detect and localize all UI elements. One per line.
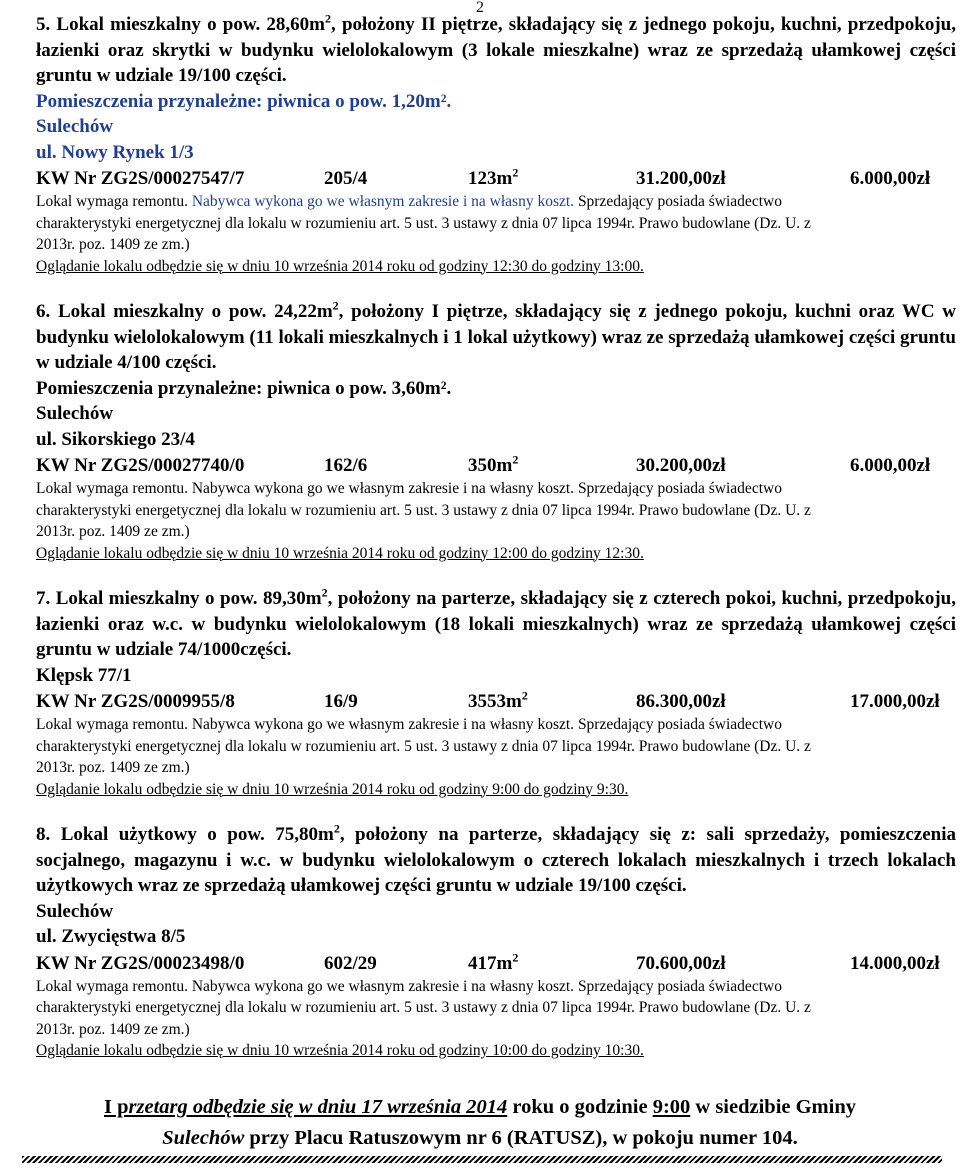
parcel-number: 16/9 <box>324 691 358 712</box>
registry-row <box>36 951 956 976</box>
land-registry-number: KW Nr ZG2S/0009955/8 <box>36 691 235 712</box>
price: 86.300,00zł <box>636 691 726 712</box>
parcel-area: $417m^2$ <box>468 950 519 974</box>
deposit: 14.000,00zł <box>850 952 940 974</box>
auction-announcement: I przetarg odbędzie się w dniu 17 września 2014 roku o godzinie 9:00 w siedzibie Gminy Sulechów przy Placu Ratuszowym nr 6 (RATUSZ), w pokoju numer 104. <box>104 1096 856 1149</box>
listing-6 <box>36 299 956 564</box>
price: 70.600,00zł <box>636 952 726 974</box>
listing-5 <box>36 12 956 277</box>
land-registry-number: KW Nr ZG2S/00027547/7 <box>36 168 245 189</box>
listing-notes: Lokal wymaga remontu. Nabywca wykona go we własnym zakresie i na własny koszt. Sprzedający posiada świadectwo charakterystyki energetycznej dla lokalu w rozumieniu art. 5 ust. 3 ustawy z dnia 07 lipca 1994r. Prawo budowlane (Dz. U. z 2013r. poz. 1409 ze zm.) Oglądanie lokalu odbędzie się w dniu 10 września 2014 roku od godziny 12:00 do godziny 12:30. <box>36 478 956 564</box>
viewing-info: Oglądanie lokalu odbędzie się w dniu 10 września 2014 roku od godziny 9:00 do godziny 9:30. <box>36 780 629 798</box>
price: 30.200,00zł <box>636 455 726 476</box>
viewing-info: Oglądanie lokalu odbędzie się w dniu 10 września 2014 roku od godziny 12:30 do godziny 13:00. <box>36 257 644 275</box>
parcel-number: 602/29 <box>324 952 377 974</box>
listing-heading: 8. Lokal użytkowy o pow. $75,80m^2$, położony na parterze, składający się z: sali sprzedaży, pomieszczenia socjalnego, magazynu i w.c. w budynku wielolokalowym o czterech lokalach mieszkalnych i trzech lokalach użytkowych wraz ze sprzedażą ułamkowej części gruntu w udziale 19/100 części. Sulechów ul. Zwycięstwa 8/5 <box>36 822 956 950</box>
listing-heading: 7. Lokal mieszkalny o pow. $89,30m^2$, położony na parterze, składający się z czterech pokoi, kuchni, przedpokoju, łazienki oraz w.c. w budynku wielolokalowym (18 lokali mieszkalnych) wraz ze sprzedażą ułamkowej części gruntu w udziale 74/1000części. Klępsk 77/1 <box>36 586 956 688</box>
listing-heading: 6. Lokal mieszkalny o pow. $24,22m^2$, położony I piętrze, składający się z jednego pokoju, kuchni oraz WC w budynku wielolokalowym (11 lokali mieszkalnych i 1 lokal użytkowy) wraz ze sprzedażą ułamkowej części gruntu w udziale 4/100 części. Pomieszczenia przynależne: piwnica o pow. 3,60m². Sulechów ul. Sikorskiego 23/4 <box>36 299 956 452</box>
decorative-divider <box>22 1156 942 1163</box>
land-registry-number: KW Nr ZG2S/00023498/0 <box>36 952 245 974</box>
town: Sulechów <box>36 403 114 424</box>
street: ul. Nowy Rynek 1/3 <box>36 141 194 163</box>
price: 31.200,00zł <box>636 168 726 189</box>
parcel-area: $350m^2$ <box>468 452 519 476</box>
listing-8 <box>36 822 956 1062</box>
registry-row <box>36 166 956 191</box>
page-number: 2 <box>476 0 484 16</box>
parcel-number: 162/6 <box>324 455 368 476</box>
town: Sulechów <box>36 116 114 137</box>
deposit: 17.000,00zł <box>850 691 940 712</box>
deposit: 6.000,00zł <box>850 455 931 476</box>
town: Klępsk 77/1 <box>36 664 132 686</box>
listing-heading: 5. Lokal mieszkalny o pow. $28,60m^2$, położony II piętrze, składający się z jednego pokoju, kuchni, przedpokoju, łazienki oraz skrytki w budynku wielolokalowym (3 lokale mieszkalne) wraz ze sprzedażą ułamkowej części gruntu w udziale 19/100 części. Pomieszczenia przynależne: piwnica o pow. 1,20m². Sulechów ul. Nowy Rynek 1/3 <box>36 12 956 165</box>
deposit: 6.000,00zł <box>850 168 931 189</box>
viewing-info: Oglądanie lokalu odbędzie się w dniu 10 września 2014 roku od godziny 12:00 do godziny 12:30. <box>36 544 644 562</box>
parcel-area: $3553m^2$ <box>468 688 528 712</box>
town: Sulechów <box>36 900 114 922</box>
listing-notes: Lokal wymaga remontu. Nabywca wykona go we własnym zakresie i na własny koszt. Sprzedający posiada świadectwo charakterystyki energetycznej dla lokalu w rozumieniu art. 5 ust. 3 ustawy z dnia 07 lipca 1994r. Prawo budowlane (Dz. U. z 2013r. poz. 1409 ze zm.) Oglądanie lokalu odbędzie się w dniu 10 września 2014 roku od godziny 12:30 do godziny 13:00. <box>36 191 956 277</box>
listing-7 <box>36 586 956 800</box>
parcel-number: 205/4 <box>324 168 368 189</box>
appurtenant-rooms: Pomieszczenia przynależne: piwnica o pow. 3,60m². <box>36 377 452 399</box>
viewing-info: Oglądanie lokalu odbędzie się w dniu 10 września 2014 roku od godziny 10:00 do godziny 10:30. <box>36 1042 644 1059</box>
listing-notes: Lokal wymaga remontu. Nabywca wykona go we własnym zakresie i na własny koszt. Sprzedający posiada świadectwo charakterystyki energetycznej dla lokalu w rozumieniu art. 5 ust. 3 ustawy z dnia 07 lipca 1994r. Prawo budowlane (Dz. U. z 2013r. poz. 1409 ze zm.) Oglądanie lokalu odbędzie się w dniu 10 września 2014 roku od godziny 9:00 do godziny 9:30. <box>36 714 956 800</box>
parcel-area: $123m^2$ <box>468 165 519 189</box>
document-body <box>36 12 956 1062</box>
registry-row <box>36 453 956 478</box>
listing-notes: Lokal wymaga remontu. Nabywca wykona go we własnym zakresie i na własny koszt. Sprzedający posiada świadectwo charakterystyki energetycznej dla lokalu w rozumieniu art. 5 ust. 3 ustawy z dnia 07 lipca 1994r. Prawo budowlane (Dz. U. z 2013r. poz. 1409 ze zm.) Oglądanie lokalu odbędzie się w dniu 10 września 2014 roku od godziny 10:00 do godziny 10:30. <box>36 976 956 1062</box>
registry-row <box>36 689 956 714</box>
appurtenant-rooms: Pomieszczenia przynależne: piwnica o pow. 1,20m². <box>36 90 452 112</box>
street: ul. Zwycięstwa 8/5 <box>36 926 186 947</box>
land-registry-number: KW Nr ZG2S/00027740/0 <box>36 455 245 476</box>
street: ul. Sikorskiego 23/4 <box>36 428 195 450</box>
